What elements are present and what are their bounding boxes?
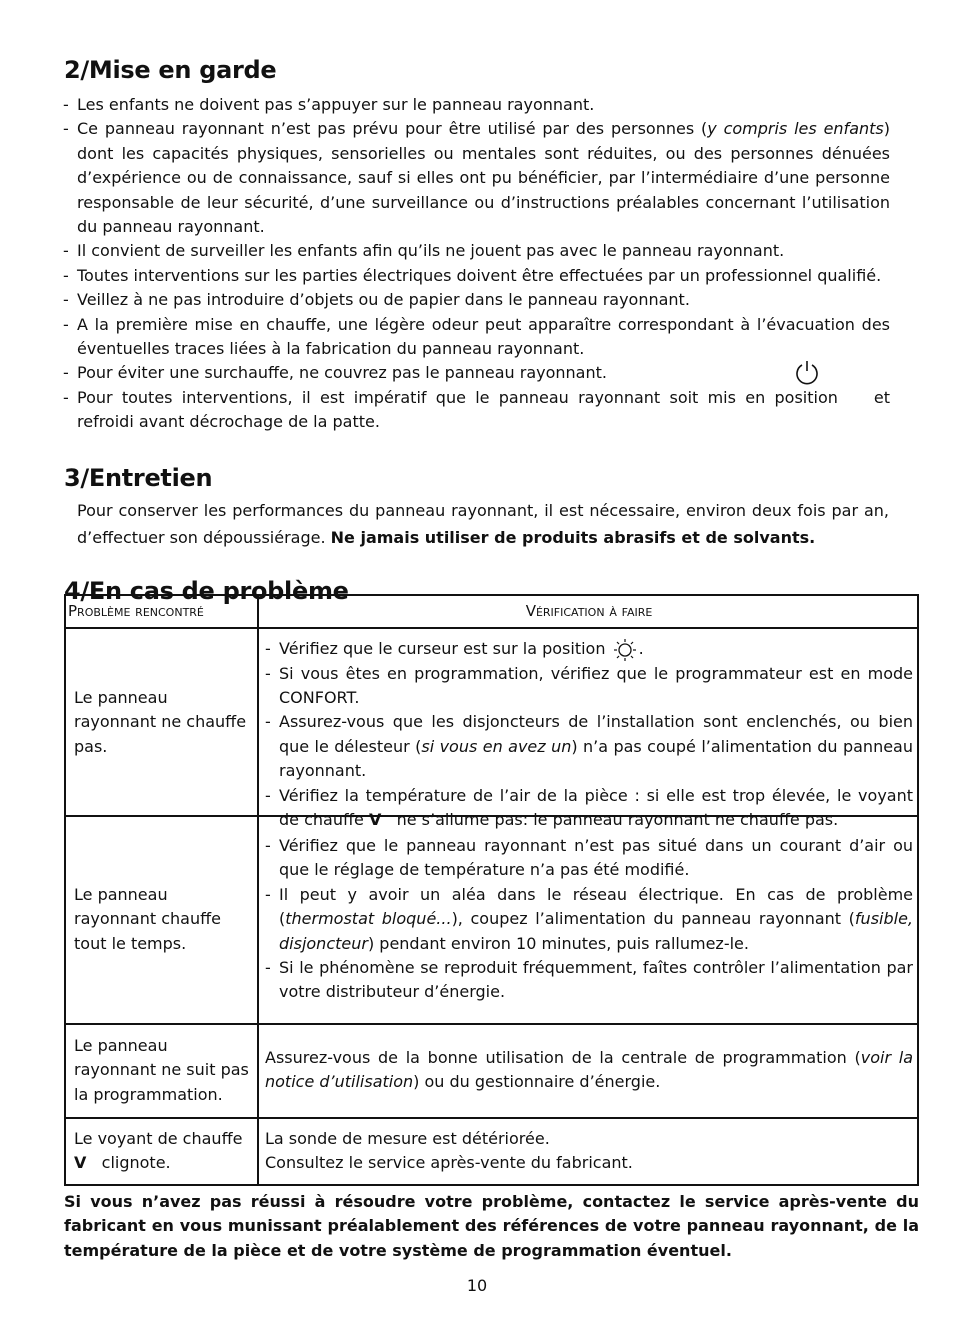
list-item: - Toutes interventions sur les parties électriques doivent être effectuées par un professionnel qualifié. bbox=[63, 264, 890, 288]
table-header-row bbox=[66, 596, 917, 628]
table-row bbox=[66, 815, 917, 1027]
list-item: - Il peut y avoir un aléa dans le réseau électrique. En cas de problème (thermostat bloqué...), coupez l’alimentation du panneau rayonnant (fusible, disjoncteur) pendant environ 10 minutes, puis rallumez-le. bbox=[265, 883, 913, 956]
list-item: - Pour toutes interventions, il est impératif que le panneau rayonnant soit mis en position et refroidi avant décrochage de la patte. bbox=[63, 386, 890, 435]
problem-cell: Le panneau rayonnant ne suit pas la programmation. bbox=[74, 1036, 249, 1104]
list-item: - A la première mise en chauffe, une légère odeur peut apparaître correspondant à l’évacuation des éventuelles traces liées à la fabrication du panneau rayonnant. bbox=[63, 313, 890, 362]
list-item: - Les enfants ne doivent pas s’appuyer sur le panneau rayonnant. bbox=[63, 93, 890, 117]
section-title-mise-en-garde: 2/Mise en garde bbox=[64, 56, 277, 84]
troubleshooting-table bbox=[64, 594, 919, 1186]
problem-cell: Le voyant de chauffe V clignote. bbox=[74, 1129, 243, 1173]
table-row bbox=[66, 1023, 917, 1119]
list-item: - Ce panneau rayonnant n’est pas prévu pour être utilisé par des personnes (y compris les enfants) dont les capacités physiques, sensorielles ou mentales sont réduites, ou des personnes dénuées d’expérience ou de connaissance, sauf si elles ont pu bénéficier, par l’intermédiaire d’une personne responsable de leur sécurité, d’une surveillance ou d’instructions préalables concernant l’utilisation du panneau rayonnant. bbox=[63, 117, 890, 239]
list-item: - Vérifiez la température de l’air de la pièce : si elle est trop élevée, le voyant de chauffe V ne s’allume pas: le panneau rayonnant ne chauffe pas. bbox=[265, 784, 913, 833]
list-item: - Vérifiez que le curseur est sur la position . bbox=[265, 637, 913, 662]
header-probleme: Problème rencontré bbox=[68, 602, 204, 620]
final-note: Si vous n’avez pas réussi à résoudre votre problème, contactez le service après-vente du fabricant en vous munissant préalablement des références de votre panneau rayonnant, de la température de la pièce et de votre système de programmation éventuel. bbox=[64, 1192, 919, 1260]
verification-cell: Assurez-vous de la bonne utilisation de la centrale de programmation (voir la notice d’utilisation) ou du gestionnaire d’énergie. bbox=[265, 1048, 914, 1092]
problem-cell: Le panneau rayonnant chauffe tout le temps. bbox=[74, 885, 221, 953]
list-item: - Vérifiez que le panneau rayonnant n’est pas situé dans un courant d’air ou que le réglage de température n’a pas été modifié. bbox=[265, 834, 913, 883]
list-item: - Veillez à ne pas introduire d’objets ou de papier dans le panneau rayonnant. bbox=[63, 288, 890, 312]
maintenance-paragraph: Pour conserver les performances du panneau rayonnant, il est nécessaire, environ deux fois par an, d’effectuer son dépoussiérage. Ne jamais utiliser de produits abrasifs et de solvants. bbox=[77, 501, 889, 547]
verification-cell: La sonde de mesure est détériorée. Consultez le service après-vente du fabricant. bbox=[265, 1129, 633, 1173]
heating-indicator-v: V bbox=[368, 809, 382, 829]
section-title-entretien: 3/Entretien bbox=[64, 464, 213, 492]
heating-indicator-v: V bbox=[74, 1153, 87, 1173]
list-item: - Si le phénomène se reproduit fréquemment, faîtes contrôler l’alimentation par votre distributeur d’énergie. bbox=[265, 956, 913, 1005]
page-number: 10 bbox=[466, 1276, 488, 1295]
problem-cell: Le panneau rayonnant ne chauffe pas. bbox=[74, 688, 247, 756]
verification-cell bbox=[265, 834, 913, 1005]
header-verification: Vérification à faire bbox=[525, 602, 653, 620]
list-item: - Il convient de surveiller les enfants afin qu’ils ne jouent pas avec le panneau rayonnant. bbox=[63, 239, 890, 263]
table-row bbox=[66, 627, 917, 829]
table-row bbox=[66, 1117, 917, 1186]
list-item: - Pour éviter une surchauffe, ne couvrez pas le panneau rayonnant. bbox=[63, 361, 890, 385]
section-title-probleme: 4/En cas de problème bbox=[64, 577, 349, 605]
standby-power-icon bbox=[794, 359, 820, 385]
verification-cell bbox=[265, 637, 913, 832]
warning-list bbox=[63, 93, 890, 435]
list-item: - Assurez-vous que les disjoncteurs de l’installation sont enclenchés, ou bien que le délesteur (si vous en avez un) n’a pas coupé l’alimentation du panneau rayonnant. bbox=[265, 710, 913, 783]
sun-comfort-icon bbox=[611, 638, 639, 662]
list-item: - Si vous êtes en programmation, vérifiez que le programmateur est en mode CONFORT. bbox=[265, 662, 913, 711]
